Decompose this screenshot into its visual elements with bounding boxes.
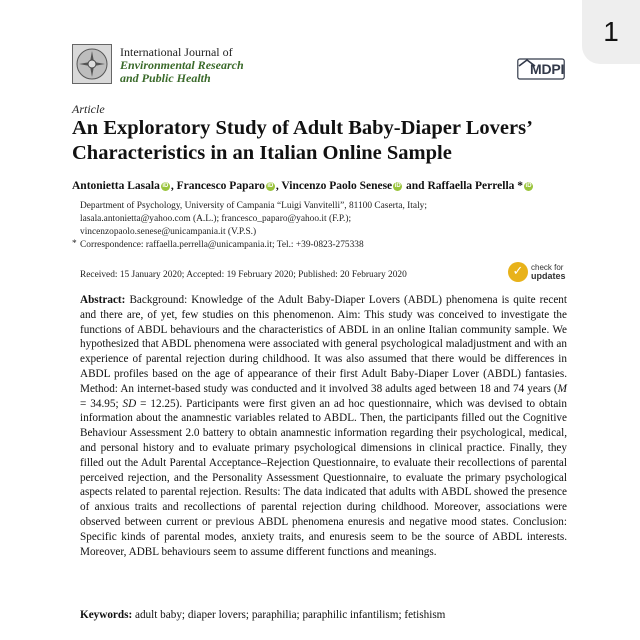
check-updates-line2: updates	[531, 271, 566, 281]
affiliation-emails[interactable]: vincenzopaolo.senese@unicampania.it (V.P.S.)	[80, 227, 257, 237]
affiliation-emails[interactable]: lasala.antonietta@yahoo.com (A.L.); francesco_paparo@yahoo.it (F.P.);	[80, 214, 352, 224]
author-separator: ,	[275, 180, 282, 192]
mdpi-logo	[517, 58, 565, 80]
abstract	[80, 293, 567, 559]
author-name[interactable]: Antonietta Lasala	[72, 180, 160, 192]
orcid-icon[interactable]: iD	[267, 183, 274, 189]
journal-name-line3: and Public Health	[120, 71, 211, 85]
abstract-sd-symbol: SD	[122, 397, 137, 410]
orcid-icon[interactable]: iD	[394, 183, 401, 189]
author-list	[72, 180, 534, 192]
abstract-text: Background: Knowledge of the Adult Baby-Diaper Lovers (ABDL) phenomena is quite recent and there are, of yet, few studies on this phenomenon. Aim: This study was conceived to investigate the functions of ABDL behaviours and the characteristics of ABDL in an online Italian community sample. We hypothesized that ABDL phenomena were associated with general psychological maladjustment and with an experience of parental rejection during childhood. It was also assumed that there would be differences in ABDL profiles based on the age of appearance of their first Adult Baby-Diaper Lover (ABDL) fantasies. Method: An internet-based study was conducted and it involved 38 adults aged between 18 and 74 years (	[80, 294, 567, 395]
abstract-text: = 12.25). Participants were first given an ad hoc questionnaire, which was devised to obtain information about the anamnestic variables related to ABDL. Then, the participants filled out the Cognitive Behaviour Assessment 2.0 battery to obtain anamnestic information regarding their psychological, medical, and personal history and to evaluate primary psychological dimensions in clinical practice. Finally, they filled out the Adult Parental Acceptance–Rejection Questionnaire, to evaluate their recollections of parental perceived rejection, and the Personality Assessment Questionnaire, to evaluate the primary psychological aspects related to parental rejection. Results: The data indicated that adults with ABDL showed the presence of anxious traits and recollections of parental rejection during childhood. Moreover, associations were observed between current or previous ABDL phenomena enuresis and negative mood states. Conclusion: Specific kinds of parental modes, anxiety traits, and enuresis seem to be the source of ABDL interests. Moreover, ADBL behaviours seem to assume different functions and meanings.	[80, 397, 567, 558]
author-separator: and	[403, 180, 428, 192]
publication-dates: Received: 15 January 2020; Accepted: 19 February 2020; Published: 20 February 2020	[80, 270, 407, 280]
abstract-text: = 34.95;	[80, 397, 123, 410]
correspondence-line[interactable]: Correspondence: raffaella.perrella@unicampania.it; Tel.: +39-0823-275338	[80, 240, 364, 250]
journal-name	[120, 46, 244, 85]
journal-name-line1: International Journal of	[120, 45, 233, 59]
corresponding-star: *	[514, 180, 524, 192]
check-updates-line1: check for	[531, 263, 564, 272]
abstract-label: Abstract:	[80, 294, 126, 306]
check-for-updates-badge[interactable]	[508, 262, 570, 284]
check-icon: ✓	[508, 262, 528, 282]
author-name[interactable]: Francesco Paparo	[176, 180, 265, 192]
keywords	[80, 609, 445, 621]
journal-logo-icon	[72, 44, 112, 84]
keywords-text: adult baby; diaper lovers; paraphilia; paraphilic infantilism; fetishism	[132, 609, 446, 621]
article-title: An Exploratory Study of Adult Baby-Diaper Lovers’ Characteristics in an Italian Online Sample	[72, 117, 532, 164]
keywords-label: Keywords:	[80, 609, 133, 621]
journal-header	[72, 44, 312, 90]
author-separator: ,	[170, 180, 177, 192]
mdpi-logo-text: MDPI	[530, 61, 565, 77]
abstract-mean-symbol: M	[557, 382, 567, 395]
journal-name-line2: Environmental Research	[120, 58, 244, 72]
author-name[interactable]: Vincenzo Paolo Senese	[281, 180, 393, 192]
orcid-icon[interactable]: iD	[162, 183, 169, 189]
affiliation-line: Department of Psychology, University of Campania “Luigi Vanvitelli”, 81100 Caserta, Italy;	[80, 201, 427, 211]
orcid-icon[interactable]: iD	[525, 183, 532, 189]
page-number-badge: 1	[582, 0, 640, 64]
check-updates-label	[531, 263, 566, 281]
author-name[interactable]: Raffaella Perrella	[427, 180, 515, 192]
correspondence-star: *	[72, 239, 77, 249]
affiliation-block	[80, 200, 427, 252]
article-type: Article	[72, 102, 105, 116]
